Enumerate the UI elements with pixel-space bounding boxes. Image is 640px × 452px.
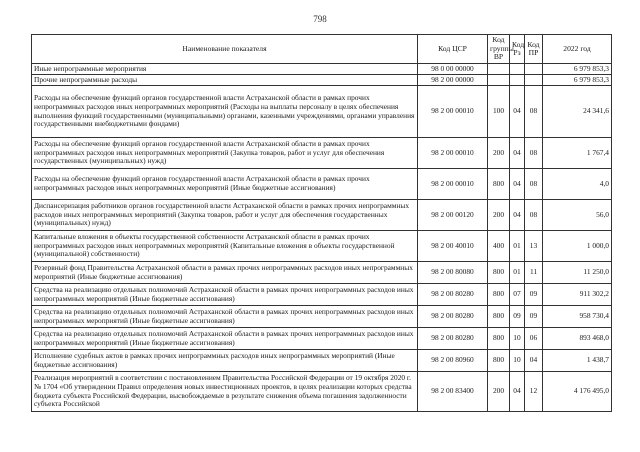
row-vr [488, 64, 510, 75]
row-amount: 4,0 [543, 169, 612, 200]
row-vr: 800 [488, 169, 510, 200]
table-row [32, 262, 612, 284]
row-name: Средства на реализацию отдельных полномочий Астраханской области в рамках прочих непрограммных расходов иных непрограммных мероприятий (Иные бюджетные ассигнования) [32, 306, 418, 328]
row-csr: 98 2 00 80280 [418, 284, 488, 306]
row-vr: 800 [488, 306, 510, 328]
row-rz [510, 75, 525, 86]
row-rz: 04 [510, 200, 525, 231]
table-row [32, 75, 612, 86]
table-row [32, 372, 612, 412]
row-csr: 98 2 00 00010 [418, 169, 488, 200]
row-name: Диспансеризация работников органов государственной власти Астраханской области в рамках прочих непрограммных расходов иных непрограммных мероприятий (Закупка товаров, работ и услуг для обеспечения государственных (муниципальных) нужд) [32, 200, 418, 231]
row-rz: 01 [510, 262, 525, 284]
row-pr: 12 [525, 372, 543, 412]
row-rz: 09 [510, 306, 525, 328]
table-row [32, 328, 612, 350]
row-csr: 98 2 00 00010 [418, 86, 488, 138]
header-pr: Код ПР [525, 35, 543, 64]
row-rz: 04 [510, 372, 525, 412]
row-csr: 98 2 00 00000 [418, 75, 488, 86]
row-pr: 08 [525, 169, 543, 200]
row-vr: 800 [488, 284, 510, 306]
table-row [32, 231, 612, 262]
row-amount: 1 000,0 [543, 231, 612, 262]
row-vr: 800 [488, 328, 510, 350]
row-csr: 98 2 00 00120 [418, 200, 488, 231]
row-rz: 10 [510, 328, 525, 350]
row-name: Капитальные вложения в объекты государственной собственности Астраханской области в рамках прочих непрограммных расходов иных непрограммных мероприятий (Капитальные вложения в объекты государственной (муниципальной) собственности) [32, 231, 418, 262]
table-header-row [32, 35, 612, 64]
row-rz: 01 [510, 231, 525, 262]
page-number: 798 [313, 14, 327, 24]
row-pr: 08 [525, 138, 543, 169]
header-rz: Код Рз [510, 35, 525, 64]
row-amount: 11 250,0 [543, 262, 612, 284]
row-amount: 24 341,6 [543, 86, 612, 138]
table-row [32, 306, 612, 328]
row-rz: 04 [510, 138, 525, 169]
row-vr: 200 [488, 200, 510, 231]
table-row [32, 86, 612, 138]
table-row [32, 284, 612, 306]
row-pr: 11 [525, 262, 543, 284]
row-vr [488, 75, 510, 86]
budget-table [31, 34, 612, 412]
table-row [32, 169, 612, 200]
row-csr: 98 2 00 00010 [418, 138, 488, 169]
header-csr: Код ЦСР [418, 35, 488, 64]
row-csr: 98 2 00 80280 [418, 328, 488, 350]
row-csr: 98 2 00 83400 [418, 372, 488, 412]
row-vr: 200 [488, 372, 510, 412]
row-name: Прочие непрограммные расходы [32, 75, 418, 86]
row-name: Средства на реализацию отдельных полномочий Астраханской области в рамках прочих непрограммных расходов иных непрограммных мероприятий (Иные бюджетные ассигнования) [32, 284, 418, 306]
row-rz: 04 [510, 86, 525, 138]
row-pr: 09 [525, 284, 543, 306]
row-vr: 800 [488, 262, 510, 284]
row-amount: 56,0 [543, 200, 612, 231]
table-row [32, 138, 612, 169]
row-amount: 6 979 853,3 [543, 64, 612, 75]
header-amount: 2022 год [543, 35, 612, 64]
row-name: Расходы на обеспечение функций органов государственной власти Астраханской области в рамках прочих непрограммных расходов иных непрограммных мероприятий (Расходы на выплаты персоналу в целях обеспечения выполнения функций государственными (муниципальными) органами, казенными учреждениями, органами управления государственными внебюджетными фондами) [32, 86, 418, 138]
row-csr: 98 2 00 80280 [418, 306, 488, 328]
table-row [32, 350, 612, 372]
row-pr [525, 75, 543, 86]
row-pr: 08 [525, 86, 543, 138]
row-csr: 98 2 00 40010 [418, 231, 488, 262]
row-csr: 98 2 00 80960 [418, 350, 488, 372]
row-amount: 4 176 495,0 [543, 372, 612, 412]
row-csr: 98 0 00 00000 [418, 64, 488, 75]
row-amount: 1 438,7 [543, 350, 612, 372]
row-amount: 893 468,0 [543, 328, 612, 350]
row-amount: 1 767,4 [543, 138, 612, 169]
row-name: Иные непрограммные мероприятия [32, 64, 418, 75]
row-pr: 04 [525, 350, 543, 372]
row-name: Исполнение судебных актов в рамках прочих непрограммных расходов иных непрограммных мероприятий (Иные бюджетные ассигнования) [32, 350, 418, 372]
row-vr: 100 [488, 86, 510, 138]
row-vr: 200 [488, 138, 510, 169]
row-amount: 958 730,4 [543, 306, 612, 328]
row-amount: 911 302,2 [543, 284, 612, 306]
row-pr: 13 [525, 231, 543, 262]
row-rz [510, 64, 525, 75]
row-name: Резервный фонд Правительства Астраханской области в рамках прочих непрограммных расходов иных непрограммных мероприятий (Иные бюджетные ассигнования) [32, 262, 418, 284]
row-name: Расходы на обеспечение функций органов государственной власти Астраханской области в рамках прочих непрограммных расходов иных непрограммных мероприятий (Иные бюджетные ассигнования) [32, 169, 418, 200]
row-rz: 04 [510, 169, 525, 200]
table-row [32, 200, 612, 231]
header-vr: Код группы ВР [488, 35, 510, 64]
row-rz: 10 [510, 350, 525, 372]
row-vr: 800 [488, 350, 510, 372]
table-row [32, 64, 612, 75]
row-name: Расходы на обеспечение функций органов государственной власти Астраханской области в рамках прочих непрограммных расходов иных непрограммных мероприятий (Закупка товаров, работ и услуг для обеспечения государственных (муниципальных) нужд) [32, 138, 418, 169]
row-name: Средства на реализацию отдельных полномочий Астраханской области в рамках прочих непрограммных расходов иных непрограммных мероприятий (Иные бюджетные ассигнования) [32, 328, 418, 350]
row-rz: 07 [510, 284, 525, 306]
row-pr: 09 [525, 306, 543, 328]
row-vr: 400 [488, 231, 510, 262]
row-pr: 08 [525, 200, 543, 231]
row-name: Реализация мероприятий в соответствии с постановлением Правительства Российской Федерации от 19 октября 2020 г. № 1704 «Об утверждении Правил определения новых инвестиционных проектов, в целях реализации которых средства бюджета субъекта Российской Федерации, высвобождаемые в результате снижения объема погашения задолженности субъекта Российской [32, 372, 418, 412]
row-amount: 6 979 853,3 [543, 75, 612, 86]
row-pr [525, 64, 543, 75]
header-name: Наименование показателя [32, 35, 418, 64]
row-pr: 06 [525, 328, 543, 350]
row-csr: 98 2 00 80080 [418, 262, 488, 284]
